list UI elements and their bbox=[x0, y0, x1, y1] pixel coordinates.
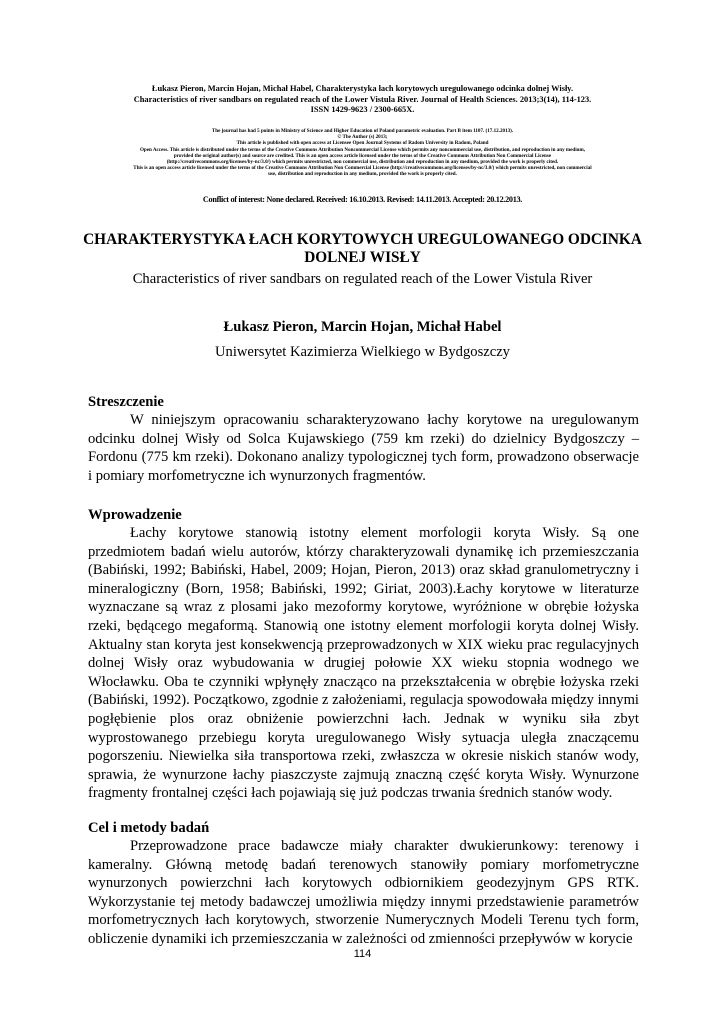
license-block bbox=[0, 128, 725, 178]
intro-text: Łachy korytowe stanowią istotny element morfologii koryta Wisły. Są one przedmiotem badań wielu autorów, którzy charakteryzowali dynamikę ich przemieszczania (Babiński, 1992; Babiński, Habel, 2009; Hojan, Pieron, 2013) oraz skład granulometryczny i mineralogiczny (Born, 1958; Babiński, 1992; Giriat, 2003).Łachy korytowe w literaturze wyznaczane są wraz z plosami jako mezoformy korytowe, wyróżnione w obrębie łożyska rzeki, będącego megaformą. Stanowią one istotny element morfologii koryta dolnej Wisły. Aktualny stan koryta jest konsekwencją przeprowadzonych w XIX wieku prac regulacyjnych dolnej Wisły oraz wybudowania w drugiej połowie XX wieku stopnia wodnego we Włocławku. Oba te czynniki wpłynęły znacząco na przekształcenia w obrębie łożyska rzeki (Babiński, 1992). Początkowo, zgodnie z założeniami, regulacja spowodowała między innymi pogłębienie plos oraz obniżenie powierzchni łach. Jednak w wyniku siła zbyt wyprostowanego przebiegu koryta uregulowanego Wisły sytuacja uległa znaczącemu pogorszeniu. Niewielka siła transportowa rzeki, zwłaszcza w okresie niskich stanów wody, sprawia, że wynurzone łachy piaszczyste zajmują znaczną część koryta Wisły. Wynurzone fragmenty frontalnej części łach pojawiają się już podczas trwania średnich stanów wody. bbox=[88, 525, 639, 802]
conflict-statement: Conflict of interest: None declared. Received: 16.10.2013. Revised: 14.11.2013. Accepted: 20.12.2013. bbox=[202, 195, 523, 204]
license-line: © The Author (s) 2013; bbox=[337, 134, 388, 141]
license-line: Open Access. This article is distributed under the terms of the Creative Commons Attribution Noncommercial License which permits any noncommercial use, distribution, and reproduction in any medium, bbox=[139, 146, 586, 153]
page-number: 114 bbox=[353, 948, 372, 960]
citation-line: ISSN 1429-9623 / 2300-665X. bbox=[310, 105, 415, 114]
authors: Łukasz Pieron, Marcin Hojan, Michał Habel bbox=[223, 319, 502, 335]
methods-text: Przeprowadzone prace badawcze miały charakter dwukierunkowy: terenowy i kameralny. Główną metodę badań terenowych stanowiły pomiary morfometryczne wynurzonych powierzchni łach korytowych odbiornikiem geodezyjnym GPS RTK. Wykorzystanie tej metody badawczej umożliwia między innymi przedstawienie parametrów morfometrycznych łach korytowych, stworzenie Numerycznych Modeli Terenu tych form, obliczenie dynamiki ich przemieszczania w zależności od zmienności przepływów w korycie bbox=[88, 838, 639, 947]
article-title bbox=[0, 231, 725, 267]
abstract-paragraph bbox=[88, 411, 639, 485]
methods-paragraph bbox=[88, 837, 639, 949]
citation-line: Characteristics of river sandbars on regulated reach of the Lower Vistula River. Journal of Health Sciences. 2013;3(14), 114-123. bbox=[133, 94, 592, 104]
section-heading-abstract: Streszczenie bbox=[88, 394, 164, 410]
license-line: provided the original author(s) and source are credited. This is an open access article licensed under the terms of the Creative Commons Attribution Non Commercial License bbox=[173, 152, 552, 159]
intro-paragraph bbox=[88, 524, 639, 803]
license-line: This article is published with open access at Licensee Open Journal Systems of Radom University in Radom, Poland bbox=[236, 140, 489, 147]
license-line: use, distribution and reproduction in any medium, provided the work is properly cited. bbox=[268, 171, 457, 178]
title-line: CHARAKTERYSTYKA ŁACH KORYTOWYCH UREGULOWANEGO ODCINKA bbox=[83, 231, 642, 248]
citation-block bbox=[0, 84, 725, 116]
license-line: This is an open access article licensed under the terms of the Creative Commons Attribution Non Commercial License (http://creativecommons.org/licenses/by-nc/3.0/) which permits unrestricted, non commercial bbox=[133, 165, 592, 172]
license-line: (http://creativecommons.org/licenses/by-nc/3.0/) which permits unrestricted, non commercial use, distribution and reproduction in any medium, provided the work is properly cited. bbox=[166, 159, 559, 166]
abstract-text: W niniejszym opracowaniu scharakteryzowano łachy korytowe na uregulowanym odcinku dolnej Wisły od Solca Kujawskiego (759 km rzeki) do dzielnicy Bydgoszczy – Fordonu (775 km rzeki). Dokonano analizy typologicznej tych form, prowadzono obserwacje i pomiary morfometryczne ich wynurzonych fragmentów. bbox=[88, 412, 639, 484]
article-subtitle: Characteristics of river sandbars on regulated reach of the Lower Vistula River bbox=[132, 271, 593, 287]
title-line: DOLNEJ WISŁY bbox=[304, 249, 421, 266]
affiliation: Uniwersytet Kazimierza Wielkiego w Bydgoszczy bbox=[215, 344, 510, 360]
section-heading-methods: Cel i metody badań bbox=[88, 820, 210, 836]
citation-line: Łukasz Pieron, Marcin Hojan, Michał Habel, Charakterystyka łach korytowych uregulowanego odcinka dolnej Wisły. bbox=[151, 84, 574, 93]
section-heading-intro: Wprowadzenie bbox=[88, 507, 182, 523]
license-line: The journal has had 5 points in Ministry of Science and Higher Education of Poland parametric evaluation. Part B item 1107. (17.12.2013). bbox=[211, 128, 514, 134]
